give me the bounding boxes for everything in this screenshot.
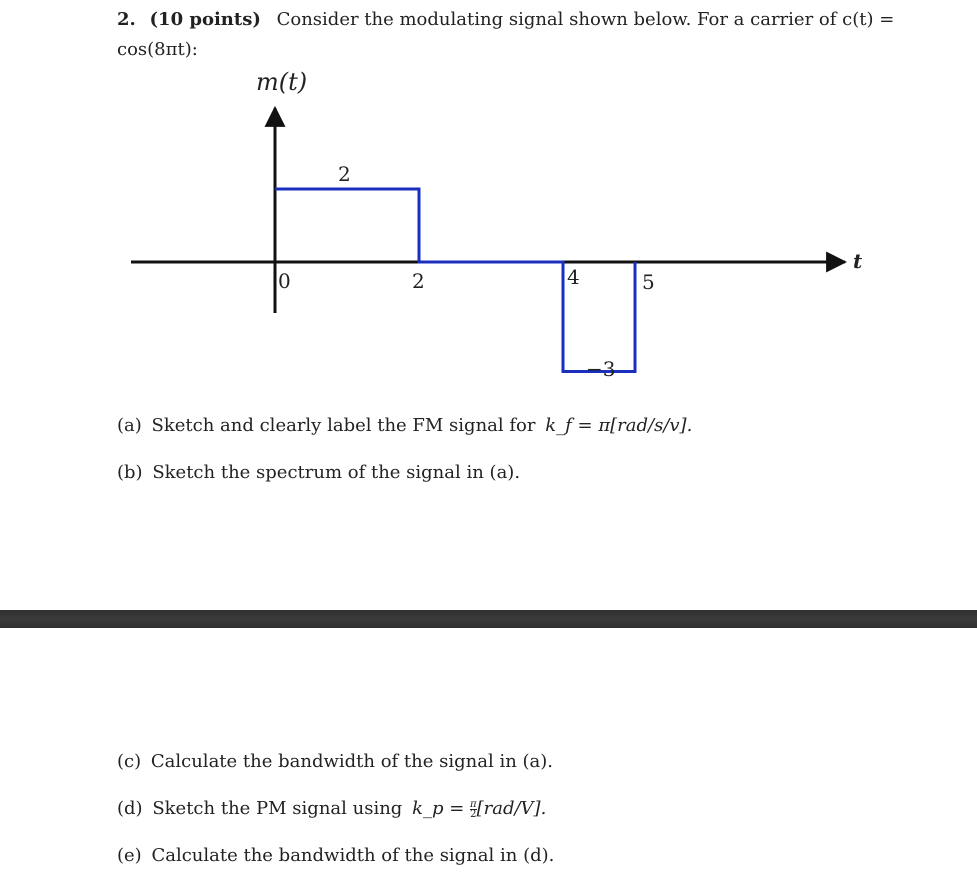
signal-figure	[0, 0, 977, 400]
part-e	[117, 845, 554, 867]
part-b	[117, 462, 520, 484]
part-d-label: (d)	[117, 798, 143, 819]
part-a-math: k_f = π[rad/s/v].	[545, 415, 693, 436]
part-c	[117, 751, 553, 773]
part-c-text: Calculate the bandwidth of the signal in (a).	[150, 751, 554, 772]
signal-trace	[275, 189, 635, 372]
tick-label-2: 2	[412, 269, 425, 293]
problem-statement-line1: Consider the modulating signal shown below. For a carrier of c(t) =	[276, 9, 895, 30]
part-d-fraction	[470, 800, 477, 819]
part-e-label: (e)	[117, 845, 142, 866]
x-axis-label: t	[853, 249, 863, 273]
part-d-math-prefix: k_p =	[412, 798, 465, 819]
problem-number: 2.	[117, 9, 136, 30]
page-bottom	[0, 628, 977, 876]
part-d	[117, 798, 546, 820]
tick-label-0: 0	[278, 269, 291, 293]
y-axis-label: m(t)	[256, 68, 308, 96]
level-label-high: 2	[338, 162, 351, 186]
page-separator	[0, 610, 977, 628]
part-a-label: (a)	[117, 415, 142, 436]
part-e-text: Calculate the bandwidth of the signal in (d).	[151, 845, 555, 866]
problem-statement-line2: cos(8πt):	[117, 39, 198, 60]
level-label-low: −3	[586, 357, 616, 381]
part-d-math-suffix: [rad/V].	[476, 798, 547, 819]
tick-label-4: 4	[567, 265, 580, 289]
part-d-frac-num: π	[470, 798, 477, 810]
part-d-text: Sketch the PM signal using	[152, 798, 403, 819]
part-a-text: Sketch and clearly label the FM signal for	[151, 415, 536, 436]
problem-points: (10 points)	[149, 9, 261, 30]
part-d-frac-den: 2	[470, 808, 477, 820]
part-b-text: Sketch the spectrum of the signal in (a).	[152, 462, 521, 483]
tick-label-5: 5	[642, 270, 655, 294]
part-a	[117, 415, 692, 437]
part-c-label: (c)	[117, 751, 142, 772]
part-b-label: (b)	[117, 462, 143, 483]
